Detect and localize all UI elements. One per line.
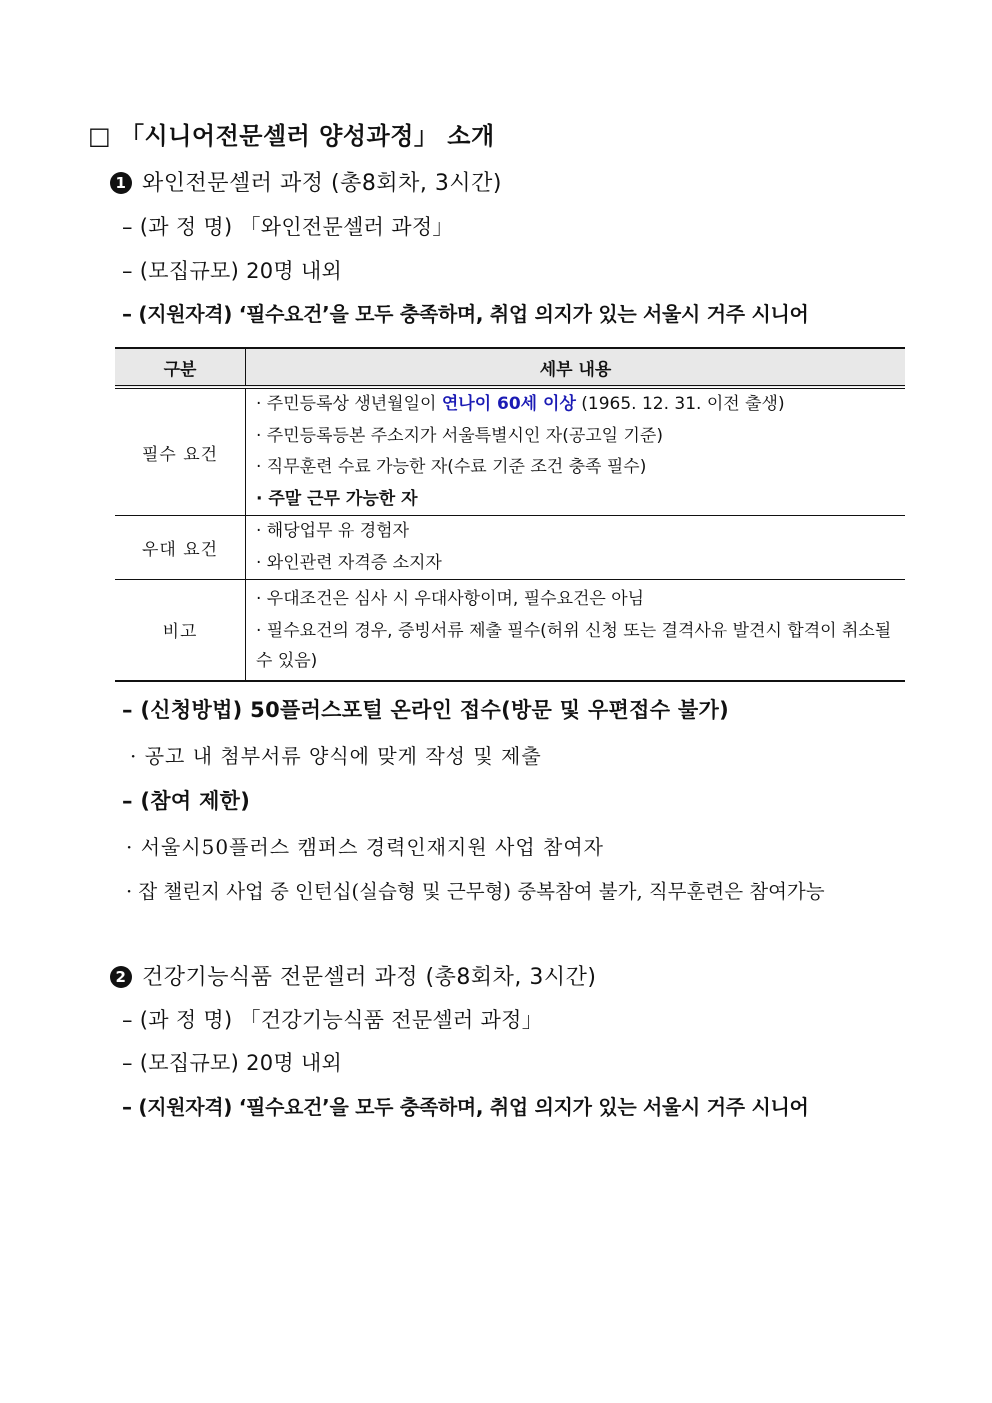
table-header-row — [115, 348, 905, 387]
table-row-preferred — [115, 516, 905, 580]
requirements-table — [115, 347, 905, 682]
number-one-icon: 1 — [110, 172, 132, 194]
age-highlight: 연나이 60세 이상 — [441, 394, 576, 414]
category-required: 필수 요건 — [115, 387, 246, 516]
course1-eligibility: – (지원자격) ‘필수요건’을 모두 충족하며, 취업 의지가 있는 서울시 거주 시니어 — [122, 302, 809, 326]
list-item: · 필수요건의 경우, 증빙서류 제출 필수(허위 신청 또는 결격사유 발견시 합격이 취소될 수 있음) — [256, 620, 892, 671]
course2-title — [110, 960, 596, 991]
list-item: · 해당업무 유 경험자 — [256, 521, 409, 541]
list-item: · 주민등록등본 주소지가 서울특별시인 자(공고일 기준) — [256, 425, 663, 446]
details-required — [246, 387, 906, 516]
limit-item-2: · 잡 챌린지 사업 중 인턴십(실습형 및 근무형) 중복참여 불가, 직무훈련은 참여가능 — [126, 880, 825, 903]
section-heading: □ 「시니어전문셀러 양성과정」 소개 — [88, 122, 495, 150]
course2-title-text: 건강기능식품 전문셀러 과정 (총8회차, 3시간) — [142, 965, 597, 990]
category-preferred: 우대 요건 — [115, 516, 246, 580]
course2-eligibility: – (지원자격) ‘필수요건’을 모두 충족하며, 취업 의지가 있는 서울시 거주 시니어 — [122, 1095, 809, 1119]
header-category: 구분 — [115, 348, 246, 387]
limit-item-1: · 서울시50플러스 캠퍼스 경력인재지원 사업 참여자 — [126, 835, 604, 859]
list-item: · 주말 근무 가능한 자 — [256, 488, 418, 509]
course1-title-text: 와인전문셀러 과정 (총8회차, 3시간) — [142, 171, 502, 196]
list-item: · 우대조건은 심사 시 우대사항이며, 필수요건은 아님 — [256, 589, 645, 609]
course1-name: – (과 정 명) 「와인전문셀러 과정」 — [122, 215, 454, 239]
course1-scale: – (모집규모) 20명 내외 — [122, 259, 343, 283]
list-item: · 와인관련 자격증 소지자 — [256, 552, 442, 573]
apply-method: – (신청방법) 50플러스포털 온라인 접수(방문 및 우편접수 불가) — [122, 698, 729, 722]
apply-note: · 공고 내 첨부서류 양식에 맞게 작성 및 제출 — [130, 744, 542, 768]
category-notes: 비고 — [115, 580, 246, 681]
course1-title — [110, 166, 502, 197]
number-two-icon: 2 — [110, 966, 132, 988]
table-row-required — [115, 387, 905, 516]
item-text: · 주민등록상 생년월일이 — [256, 394, 442, 414]
course2-name: – (과 정 명) 「건강기능식품 전문셀러 과정」 — [122, 1008, 544, 1032]
details-preferred — [246, 516, 906, 580]
header-details: 세부 내용 — [246, 348, 906, 387]
list-item: · 직무훈련 수료 가능한 자(수료 기준 조건 충족 필수) — [256, 457, 647, 477]
course2-scale: – (모집규모) 20명 내외 — [122, 1051, 343, 1075]
item-text: (1965. 12. 31. 이전 출생) — [575, 394, 785, 414]
details-notes — [246, 580, 906, 681]
table-row-notes — [115, 580, 905, 681]
list-item — [246, 389, 905, 421]
participation-limit: – (참여 제한) — [122, 789, 251, 813]
